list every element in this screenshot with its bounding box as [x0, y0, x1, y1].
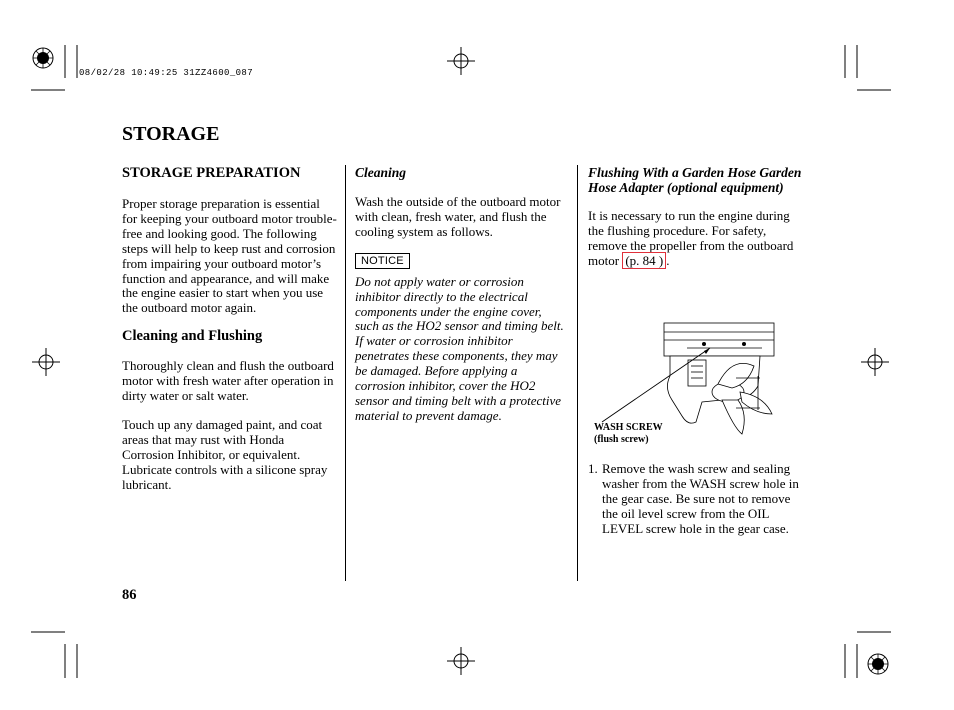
step-number: 1.	[588, 461, 598, 476]
step-1	[588, 462, 803, 537]
column-3	[588, 165, 803, 269]
wash-screw-caption	[594, 422, 663, 446]
page-reference-link[interactable]: (p. 84 )	[622, 252, 666, 269]
column-1	[122, 165, 337, 493]
flushing-heading: Flushing With a Garden Hose Garden Hose Adapter (optional equipment)	[588, 165, 802, 195]
notice-text: Do not apply water or corrosion inhibitor directly to the electrical components under the engine cover, such as the HO2 sensor and timing belt. If water or corrosion inhibitor penetrates these components, they may be damaged. Before applying a corrosion inhibitor, cover the HO2 sensor and timing belt with a protective material to prevent damage.	[355, 273, 564, 423]
column-2	[355, 165, 567, 424]
intro-paragraph: Proper storage preparation is essential for keeping your outboard motor trouble-free and looking good. The following steps will help to keep rust and corrosion from impairing your outboard motor’s function and appearance, and will make the engine easier to start when you use the outboard motor again.	[122, 196, 337, 316]
cleaning-heading: Cleaning	[355, 165, 407, 180]
page-title: STORAGE	[122, 123, 220, 145]
column-divider-2	[577, 165, 578, 581]
starburst-mark-bottom-right	[868, 654, 888, 674]
cleaning-instructions: Wash the outside of the outboard motor with clean, fresh water, and flush the cooling system as follows.	[355, 194, 561, 239]
touch-up-paragraph: Touch up any damaged paint, and coat areas that may rust with Honda Corrosion Inhibitor, or equivalent. Lubricate controls with a silicone spray lubricant.	[122, 416, 328, 492]
caption-line-1: WASH SCREW	[594, 422, 663, 433]
flushing-text: It is necessary to run the engine during the flushing procedure. For safety, remove the propeller from the outboard motor	[588, 208, 794, 268]
registration-mark-left	[32, 348, 60, 376]
registration-mark-bottom	[447, 647, 475, 675]
registration-mark-right	[861, 348, 889, 376]
notice-label: NOTICE	[355, 253, 410, 269]
starburst-mark-top-left	[33, 48, 53, 68]
gear-case-illustration	[592, 318, 784, 438]
print-code: 08/02/28 10:49:25 31ZZ4600_087	[79, 68, 254, 78]
registration-mark-top	[447, 47, 475, 75]
section-heading: STORAGE PREPARATION	[122, 165, 301, 181]
caption-line-2: (flush screw)	[594, 434, 649, 445]
column-divider-1	[345, 165, 346, 581]
step-text: Remove the wash screw and sealing washer from the WASH screw hole in the gear case. Be sure not to remove the oil level screw from the OIL LEVEL screw hole in the gear case.	[602, 461, 799, 536]
subheading: Cleaning and Flushing	[122, 328, 263, 345]
flushing-paragraph	[588, 209, 803, 269]
page-number: 86	[122, 587, 137, 603]
cleaning-paragraph: Thoroughly clean and flush the outboard motor with fresh water after operation in dirty water or salt water.	[122, 358, 334, 404]
flushing-text-end: .	[666, 252, 670, 268]
